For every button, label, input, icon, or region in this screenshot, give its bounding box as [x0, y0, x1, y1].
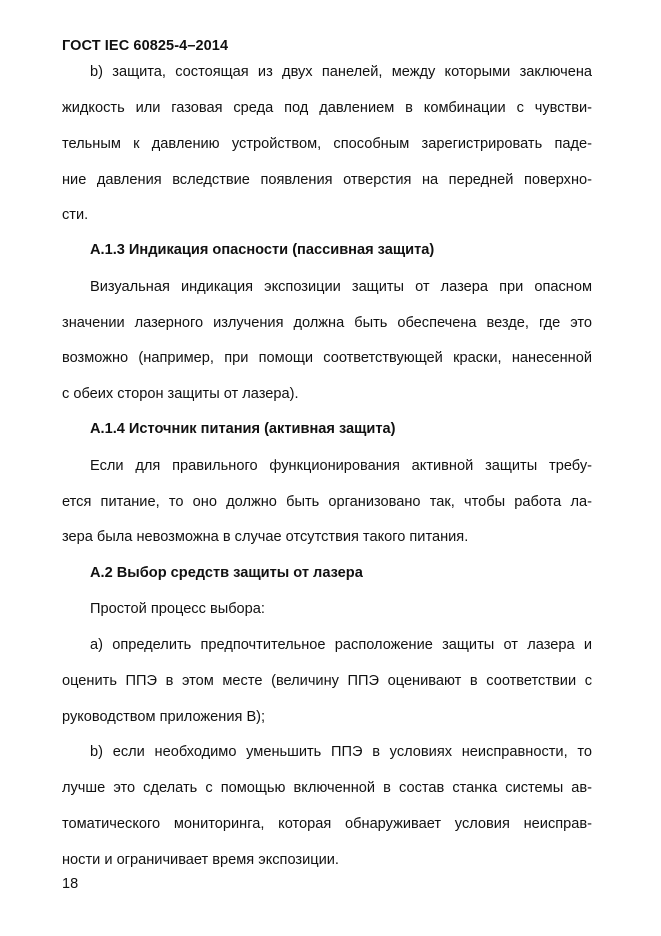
text-line: зера была невозможна в случае отсутствия такого питания. [62, 529, 469, 545]
text-line: тельным к давлению устройством, способным зарегистрировать паде- [62, 136, 592, 152]
text-line: томатического мониторинга, которая обнаруживает условия неисправ- [62, 816, 592, 832]
page-number: 18 [62, 876, 79, 892]
text-line: оценить ППЭ в этом месте (величину ППЭ оценивают в соответствии с [62, 673, 592, 689]
text-line: с обеих сторон защиты от лазера). [62, 386, 299, 402]
text-line: Визуальная индикация экспозиции защиты от лазера при опасном [90, 279, 592, 295]
text-line: ние давления вследствие появления отверстия на передней поверхно- [62, 172, 592, 188]
text-line: ется питание, то оно должно быть организовано так, чтобы работа ла- [62, 494, 592, 510]
section-heading-a2: А.2 Выбор средств защиты от лазера [90, 565, 363, 581]
section-heading-a14: А.1.4 Источник питания (активная защита) [90, 421, 396, 437]
text-line: b) если необходимо уменьшить ППЭ в условиях неисправности, то [90, 744, 592, 760]
text-line: руководством приложения В); [62, 709, 266, 725]
text-line: лучше это сделать с помощью включенной в состав станка системы ав- [62, 780, 592, 796]
text-line: ности и ограничивает время экспозиции. [62, 852, 339, 868]
text-line: жидкость или газовая среда под давлением в комбинации с чувстви- [62, 100, 592, 116]
text-line: b) защита, состоящая из двух панелей, между которыми заключена [90, 64, 592, 80]
text-line: значении лазерного излучения должна быть обеспечена везде, где это [62, 315, 592, 331]
text-line: Если для правильного функционирования активной защиты требу- [90, 458, 592, 474]
text-line: а) определить предпочтительное расположение защиты от лазера и [90, 637, 592, 653]
text-line: Простой процесс выбора: [90, 601, 265, 617]
text-line: сти. [62, 207, 89, 223]
text-line: возможно (например, при помощи соответствующей краски, нанесенной [62, 350, 592, 366]
section-heading-a13: А.1.3 Индикация опасности (пассивная защита) [90, 242, 435, 258]
document-header: ГОСТ IEC 60825-4–2014 [62, 38, 229, 54]
